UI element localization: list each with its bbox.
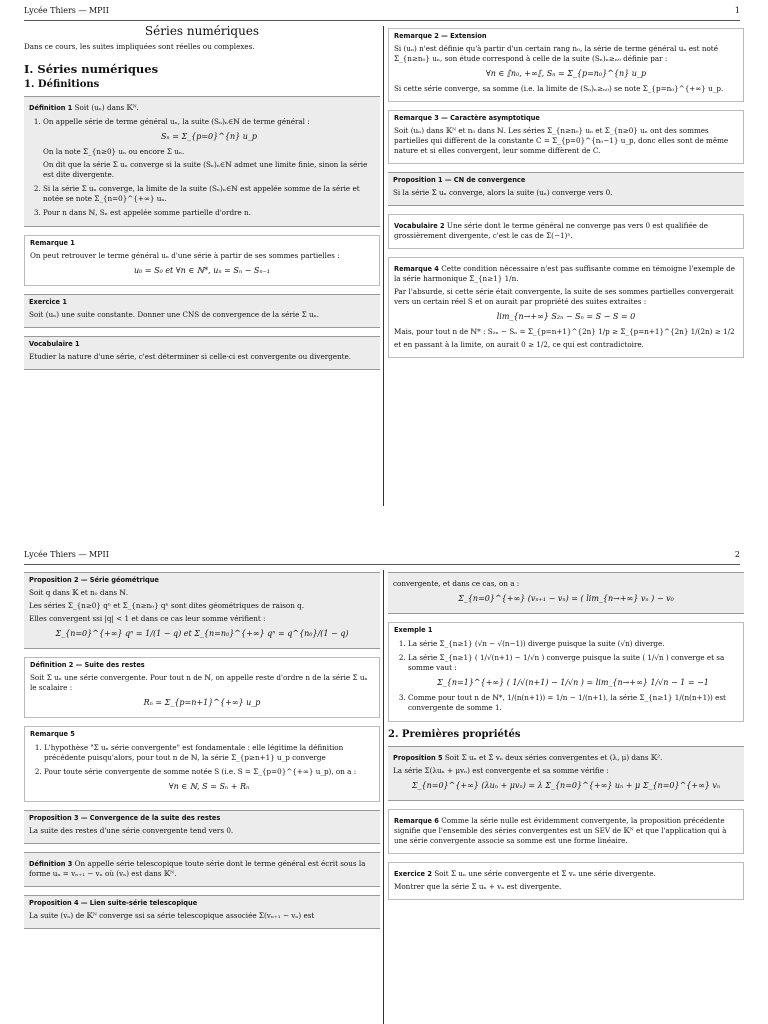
intro-text: Dans ce cours, les suites impliquées sont réelles ou complexes. [24, 42, 255, 51]
formula: Rₙ = Σ_{p=n+1}^{+∞} u_p [143, 698, 261, 707]
definition-2-box [24, 657, 380, 718]
definition-item: 3. Pour n dans ℕ, Sₙ est appelée somme partielle d'ordre n. [43, 208, 375, 218]
exercise-1-box [24, 294, 380, 328]
definition-3-box [24, 852, 380, 887]
header-page-number: 2 [734, 550, 740, 559]
remark-1-box [24, 235, 380, 286]
page-header [24, 550, 740, 565]
proposition-title: Proposition 3 — Convergence de la suite des restes [29, 814, 221, 822]
proposition-2-box [24, 572, 380, 649]
exercise-text: Soit (uₙ) une suite constante. Donner une CNS de convergence de la série Σ uₙ. [29, 310, 320, 319]
proposition-4-continued-box [388, 572, 744, 614]
definition-note: On la note Σ_{n≥0} uₙ ou encore Σ uₙ. [43, 147, 185, 156]
proposition-text: Soit q dans 𝕂 et n₀ dans ℕ. [29, 588, 129, 597]
document-title: Séries numériques [144, 24, 260, 38]
column-divider [383, 26, 384, 506]
remark-text: On peut retrouver le terme général uₙ d'une série à partir de ses sommes partielles : [30, 251, 340, 260]
remark-4-box [388, 257, 744, 358]
remark-text: Mais, pour tout n de ℕ* : S₂ₙ − Sₙ = Σ_{p=n+1}^{2n} 1/p ≥ Σ_{p=n+1}^{2n} 1/(2n) ≥ 1/2 [394, 327, 735, 336]
remark-item: 1. L'hypothèse "Σ uₙ série convergente" est fondamentale : elle légitime la définition précédente puisqu'alors, pour tout n de ℕ, la série Σ_{p≥n+1} u_p converge [44, 743, 374, 763]
remark-text: et en passant à la limite, on aurait 0 ≥ 1/2, ce qui est contradictoire. [394, 340, 644, 349]
example-item: 1. La série Σ_{n≥1} (√n − √(n−1)) diverge puisque la suite (√n) diverge. [408, 639, 738, 649]
vocabulary-1-box [24, 336, 380, 370]
exercise-title: Exercice 2 [394, 870, 432, 878]
remark-title: Remarque 1 [30, 239, 75, 247]
formula: Σ_{n=1}^{+∞} ( 1/√(n+1) − 1/√n ) = lim_{n→+∞} 1/√n − 1 = −1 [437, 678, 709, 687]
proposition-text: La série Σ(λuₙ + μvₙ) est convergente et sa somme vérifie : [393, 766, 609, 775]
definition-title: Définition 3 [29, 860, 73, 868]
remark-3-box [388, 110, 744, 164]
formula: ∀n ∈ ℕ, S = Sₙ + Rₙ [168, 782, 250, 791]
header-school: Lycée Thiers — MPII [24, 6, 109, 15]
proposition-3-box [24, 810, 380, 844]
proposition-text: Si la série Σ uₙ converge, alors la suite (uₙ) converge vers 0. [393, 188, 613, 197]
definition-text: Soit Σ uₙ une série convergente. Pour tout n de ℕ, on appelle reste d'ordre n de la série Σ uₙ le scalaire : [30, 673, 368, 692]
remark-title: Remarque 2 — Extension [394, 32, 487, 40]
exercise-text: Montrer que la série Σ uₙ + vₙ est divergente. [394, 882, 562, 891]
definition-item: On appelle série de terme général uₙ, la suite (Sₙ)ₙ∈ℕ de terme général : [43, 117, 310, 126]
remark-text: Cette condition nécessaire n'est pas suffisante comme en témoigne l'exemple de la série harmonique Σ_{n≥1} 1/n. [394, 264, 735, 283]
exercise-text: Soit Σ uₙ une série convergente et Σ vₙ une série divergente. [434, 869, 656, 878]
page-gap [0, 520, 768, 544]
formula: u₀ = S₀ et ∀n ∈ ℕ*, uₙ = Sₙ − Sₙ₋₁ [133, 266, 271, 275]
vocabulary-title: Vocabulaire 2 [394, 222, 445, 230]
remark-text: Si cette série converge, sa somme (i.e. la limite de (Sₙ)ₙ≥ₙ₀) se note Σ_{p=n₀}^{+∞} u_p. [394, 84, 724, 93]
vocabulary-text: Une série dont le terme général ne converge pas vers 0 est qualifiée de grossièrement divergente, c'est le cas de Σ(−1)ⁿ. [394, 221, 709, 240]
proposition-text: Elles convergent ssi |q| < 1 et dans ce cas leur somme vérifient : [29, 614, 266, 623]
remark-title: Remarque 6 [394, 817, 439, 825]
proposition-1-box [388, 172, 744, 206]
definition-title: Définition 2 — Suite des restes [30, 661, 145, 669]
example-item: 3. Comme pour tout n de ℕ*, 1/(n(n+1)) = 1/n − 1/(n+1), la série Σ_{n≥1} 1/(n(n+1)) est convergente de somme 1. [408, 693, 738, 713]
formula: Sₙ = Σ_{p=0}^{n} u_p [160, 132, 258, 141]
proposition-title: Proposition 5 [393, 754, 443, 762]
remark-text: Soit (uₙ) dans 𝕂ᴺ et n₀ dans ℕ. Les séries Σ_{n≥n₀} uₙ et Σ_{n≥0} uₙ ont des sommes partielles qui diffèrent de la constante C = Σ_{p=0}^{n₀−1} u_p, donc elles sont de même nature et si elles convergent, leur somme diffèrent de C. [394, 126, 729, 155]
remark-2-box [388, 28, 744, 102]
proposition-title: Proposition 4 — Lien suite-série telescopique [29, 899, 198, 907]
right-column [388, 568, 744, 908]
header-page-number: 1 [734, 6, 740, 15]
proposition-text: La suite (vₙ) de 𝕂ᴺ converge ssi sa série telescopique associée Σ(vₙ₊₁ − vₙ) est [29, 911, 315, 920]
column-divider [383, 570, 384, 1024]
proposition-title: Proposition 1 — CN de convergence [393, 176, 526, 184]
proposition-text: Les séries Σ_{n≥0} qⁿ et Σ_{n≥n₀} qⁿ sont dites géométriques de raison q. [29, 601, 305, 610]
page-header [24, 6, 740, 21]
remark-text: Comme la série nulle est évidemment convergente, la proposition précédente signifie que l'ensemble des séries convergentes est un SEV de 𝕂ᴺ et que l'application qui à une série convergente associe sa somme est une forme linéaire. [394, 816, 727, 845]
section-heading: I. Séries numériques [24, 62, 159, 76]
proposition-text: convergente, et dans ce cas, on a : [393, 579, 520, 588]
proposition-text: La suite des restes d'une série convergente tend vers 0. [29, 826, 234, 835]
subsection-heading: 2. Premières propriétés [388, 729, 521, 740]
remark-item: Pour toute série convergente de somme notée S (i.e. S = Σ_{p=0}^{+∞} u_p), on a : [44, 767, 357, 776]
formula: Σ_{n=0}^{+∞} (vₙ₊₁ − vₙ) = ( lim_{n→+∞} vₙ ) − v₀ [458, 594, 674, 603]
remark-title: Remarque 3 — Caractère asymptotique [394, 114, 540, 122]
example-item: La série Σ_{n≥1} ( 1/√(n+1) − 1/√n ) converge puisque la suite ( 1/√n ) converge et sa somme vaut : [408, 653, 725, 672]
remark-title: Remarque 4 [394, 265, 439, 273]
left-column [24, 24, 380, 378]
definition-lead: Soit (uₙ) dans 𝕂ᴺ. [74, 103, 139, 112]
remark-6-box [388, 809, 744, 854]
definition-title: Définition 1 [29, 104, 73, 112]
exercise-2-box [388, 862, 744, 900]
right-column [388, 24, 744, 366]
proposition-4-box [24, 895, 380, 929]
remark-text: Par l'absurde, si cette série était convergente, la suite de ses sommes partielles convergerait vers un certain réel S et on aurait par propriété des suites extraites : [394, 287, 734, 306]
formula: Σ_{n=0}^{+∞} (λuₙ + μvₙ) = λ Σ_{n=0}^{+∞} uₙ + μ Σ_{n=0}^{+∞} vₙ [411, 781, 721, 790]
vocabulary-2-box [388, 214, 744, 249]
proposition-title: Proposition 2 — Série géométrique [29, 576, 159, 584]
definition-text: On appelle série telescopique toute série dont le terme général est écrit sous la forme uₙ = vₙ₊₁ − vₙ où (vₙ) est dans 𝕂ᴺ. [29, 859, 366, 878]
definition-note: On dit que la série Σ uₙ converge si la suite (Sₙ)ₙ∈ℕ admet une limite finie, sinon la série est dite divergente. [43, 160, 368, 179]
vocabulary-title: Vocabulaire 1 [29, 340, 80, 348]
definition-1-box [24, 96, 380, 227]
definition-item: 2. Si la série Σ uₙ converge, la limite de la suite (Sₙ)ₙ∈ℕ est appelée somme de la série et notée se note Σ_{n=0}^{+∞} uₙ. [43, 184, 375, 204]
remark-5-box [24, 726, 380, 802]
subsection-heading: 1. Définitions [24, 79, 100, 90]
example-1-box [388, 622, 744, 722]
formula: Σ_{n=0}^{+∞} qⁿ = 1/(1 − q) et Σ_{n=n₀}^{+∞} qⁿ = q^{n₀}/(1 − q) [55, 629, 349, 638]
page-2 [0, 544, 768, 1024]
proposition-5-box [388, 746, 744, 801]
formula: lim_{n→+∞} S₂ₙ − Sₙ = S − S = 0 [496, 312, 636, 321]
example-title: Exemple 1 [394, 626, 433, 634]
left-column [24, 568, 380, 937]
proposition-text: Soit Σ uₙ et Σ vₙ deux séries convergentes et (λ, μ) dans 𝕂². [444, 753, 663, 762]
exercise-title: Exercice 1 [29, 298, 67, 306]
formula: ∀n ∈ ⟦n₀, +∞⟦, Sₙ = Σ_{p=n₀}^{n} u_p [485, 69, 647, 78]
header-school: Lycée Thiers — MPII [24, 550, 109, 559]
vocabulary-text: Etudier la nature d'une série, c'est déterminer si celle-ci est convergente ou divergente. [29, 352, 352, 361]
remark-title: Remarque 5 [30, 730, 75, 738]
remark-text: Si (uₙ) n'est définie qu'à partir d'un certain rang n₀, la série de terme général uₙ est noté Σ_{n≥n₀} uₙ, son étude correspond à celle de la suite (Sₙ)ₙ≥ₙ₀ définie par : [394, 44, 718, 63]
